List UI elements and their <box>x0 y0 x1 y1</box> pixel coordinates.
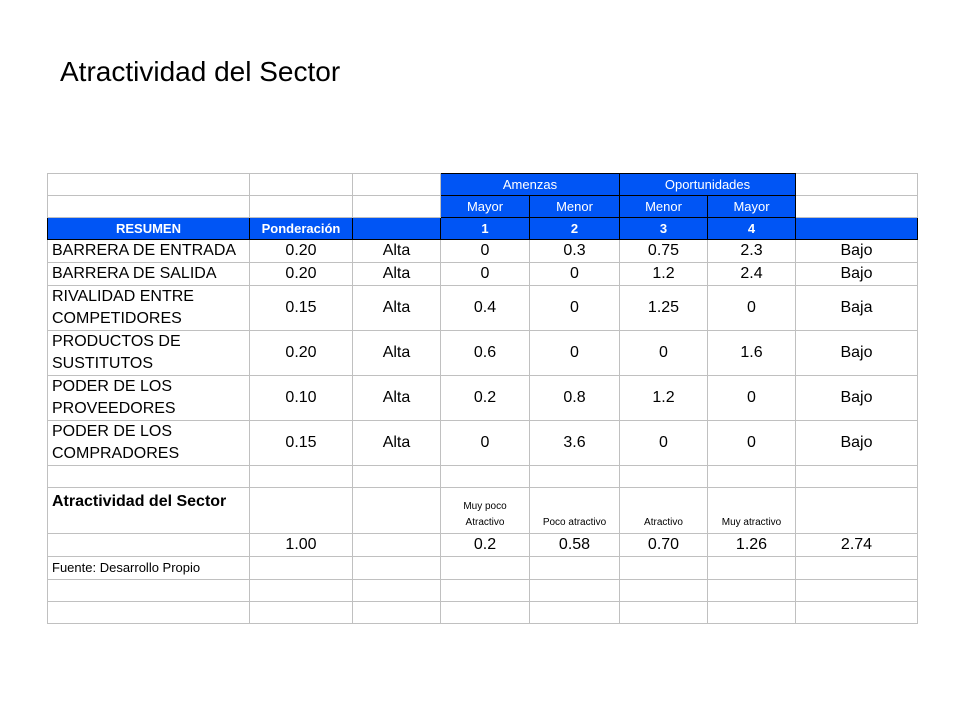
factor-value-3: 1.25 <box>620 286 708 331</box>
header-ponderacion: Ponderación <box>250 218 353 240</box>
summary-level-1: Muy poco Atractivo <box>441 488 530 534</box>
header-nivel <box>353 218 441 240</box>
factor-value-4: 2.4 <box>708 263 796 286</box>
factor-row <box>48 421 918 466</box>
factor-value-4: 2.3 <box>708 240 796 263</box>
factor-value-2: 0 <box>530 286 620 331</box>
summary-level-2: Poco atractivo <box>530 488 620 534</box>
factor-value-2: 3.6 <box>530 421 620 466</box>
factor-ponderacion: 0.20 <box>250 240 353 263</box>
factor-name: BARRERA DE ENTRADA <box>48 240 250 263</box>
factor-value-1: 0 <box>441 263 530 286</box>
factor-value-1: 0 <box>441 240 530 263</box>
factor-resultado: Bajo <box>796 263 918 286</box>
summary-level-4: Muy atractivo <box>708 488 796 534</box>
column-header-row <box>48 218 918 240</box>
factor-value-4: 0 <box>708 376 796 421</box>
header-col-4: 4 <box>708 218 796 240</box>
factor-nivel: Alta <box>353 331 441 376</box>
factor-value-3: 0 <box>620 421 708 466</box>
summary-label: Atractividad del Sector <box>48 488 250 534</box>
factor-value-2: 0.8 <box>530 376 620 421</box>
factor-name: BARRERA DE SALIDA <box>48 263 250 286</box>
factor-value-3: 0 <box>620 331 708 376</box>
total-ponderacion: 1.00 <box>250 534 353 557</box>
empty-row-2 <box>48 602 918 624</box>
spacer-row <box>48 466 918 488</box>
factor-value-2: 0.3 <box>530 240 620 263</box>
factor-row <box>48 286 918 331</box>
totals-row <box>48 534 918 557</box>
factor-resultado: Bajo <box>796 240 918 263</box>
factor-value-1: 0.4 <box>441 286 530 331</box>
empty-row-1 <box>48 580 918 602</box>
factor-resultado: Baja <box>796 286 918 331</box>
factor-name: PODER DE LOS PROVEEDORES <box>48 376 250 421</box>
factor-resultado: Bajo <box>796 331 918 376</box>
summary-level-3: Atractivo <box>620 488 708 534</box>
subheader-mayor-2: Mayor <box>708 196 796 218</box>
factor-value-3: 0.75 <box>620 240 708 263</box>
oportunidades-header: Oportunidades <box>620 174 796 196</box>
total-3: 0.70 <box>620 534 708 557</box>
factor-nivel: Alta <box>353 286 441 331</box>
factor-name: PODER DE LOS COMPRADORES <box>48 421 250 466</box>
factor-value-1: 0.6 <box>441 331 530 376</box>
subheader-menor-2: Menor <box>620 196 708 218</box>
factor-value-3: 1.2 <box>620 376 708 421</box>
factor-nivel: Alta <box>353 421 441 466</box>
factor-value-1: 0.2 <box>441 376 530 421</box>
factor-nivel: Alta <box>353 376 441 421</box>
factor-resultado: Bajo <box>796 421 918 466</box>
factor-value-1: 0 <box>441 421 530 466</box>
factor-row <box>48 376 918 421</box>
factor-value-2: 0 <box>530 263 620 286</box>
factor-row <box>48 263 918 286</box>
factor-row <box>48 240 918 263</box>
source-note: Fuente: Desarrollo Propio <box>48 557 250 580</box>
factor-ponderacion: 0.10 <box>250 376 353 421</box>
page-title: Atractividad del Sector <box>60 56 341 87</box>
factor-nivel: Alta <box>353 263 441 286</box>
total-2: 0.58 <box>530 534 620 557</box>
factor-ponderacion: 0.20 <box>250 331 353 376</box>
factor-resultado: Bajo <box>796 376 918 421</box>
header-col-1: 1 <box>441 218 530 240</box>
header-col-3: 3 <box>620 218 708 240</box>
header-resumen: RESUMEN <box>48 218 250 240</box>
factor-value-4: 1.6 <box>708 331 796 376</box>
amenazas-header: Amenzas <box>441 174 620 196</box>
data-rows <box>48 240 918 466</box>
factor-ponderacion: 0.20 <box>250 263 353 286</box>
factor-value-3: 1.2 <box>620 263 708 286</box>
factor-ponderacion: 0.15 <box>250 421 353 466</box>
factor-name: PRODUCTOS DE SUSTITUTOS <box>48 331 250 376</box>
header-col-2: 2 <box>530 218 620 240</box>
factor-ponderacion: 0.15 <box>250 286 353 331</box>
summary-label-row <box>48 488 918 534</box>
factor-value-4: 0 <box>708 421 796 466</box>
subheader-mayor-1: Mayor <box>441 196 530 218</box>
factor-value-4: 0 <box>708 286 796 331</box>
header-resultado <box>796 218 918 240</box>
attractiveness-table <box>47 173 918 624</box>
subheader-row <box>48 196 918 218</box>
factor-nivel: Alta <box>353 240 441 263</box>
subheader-menor-1: Menor <box>530 196 620 218</box>
source-row <box>48 557 918 580</box>
group-header-row <box>48 174 918 196</box>
factor-name: RIVALIDAD ENTRE COMPETIDORES <box>48 286 250 331</box>
total-4: 1.26 <box>708 534 796 557</box>
factor-row <box>48 331 918 376</box>
total-1: 0.2 <box>441 534 530 557</box>
grand-total: 2.74 <box>796 534 918 557</box>
factor-value-2: 0 <box>530 331 620 376</box>
